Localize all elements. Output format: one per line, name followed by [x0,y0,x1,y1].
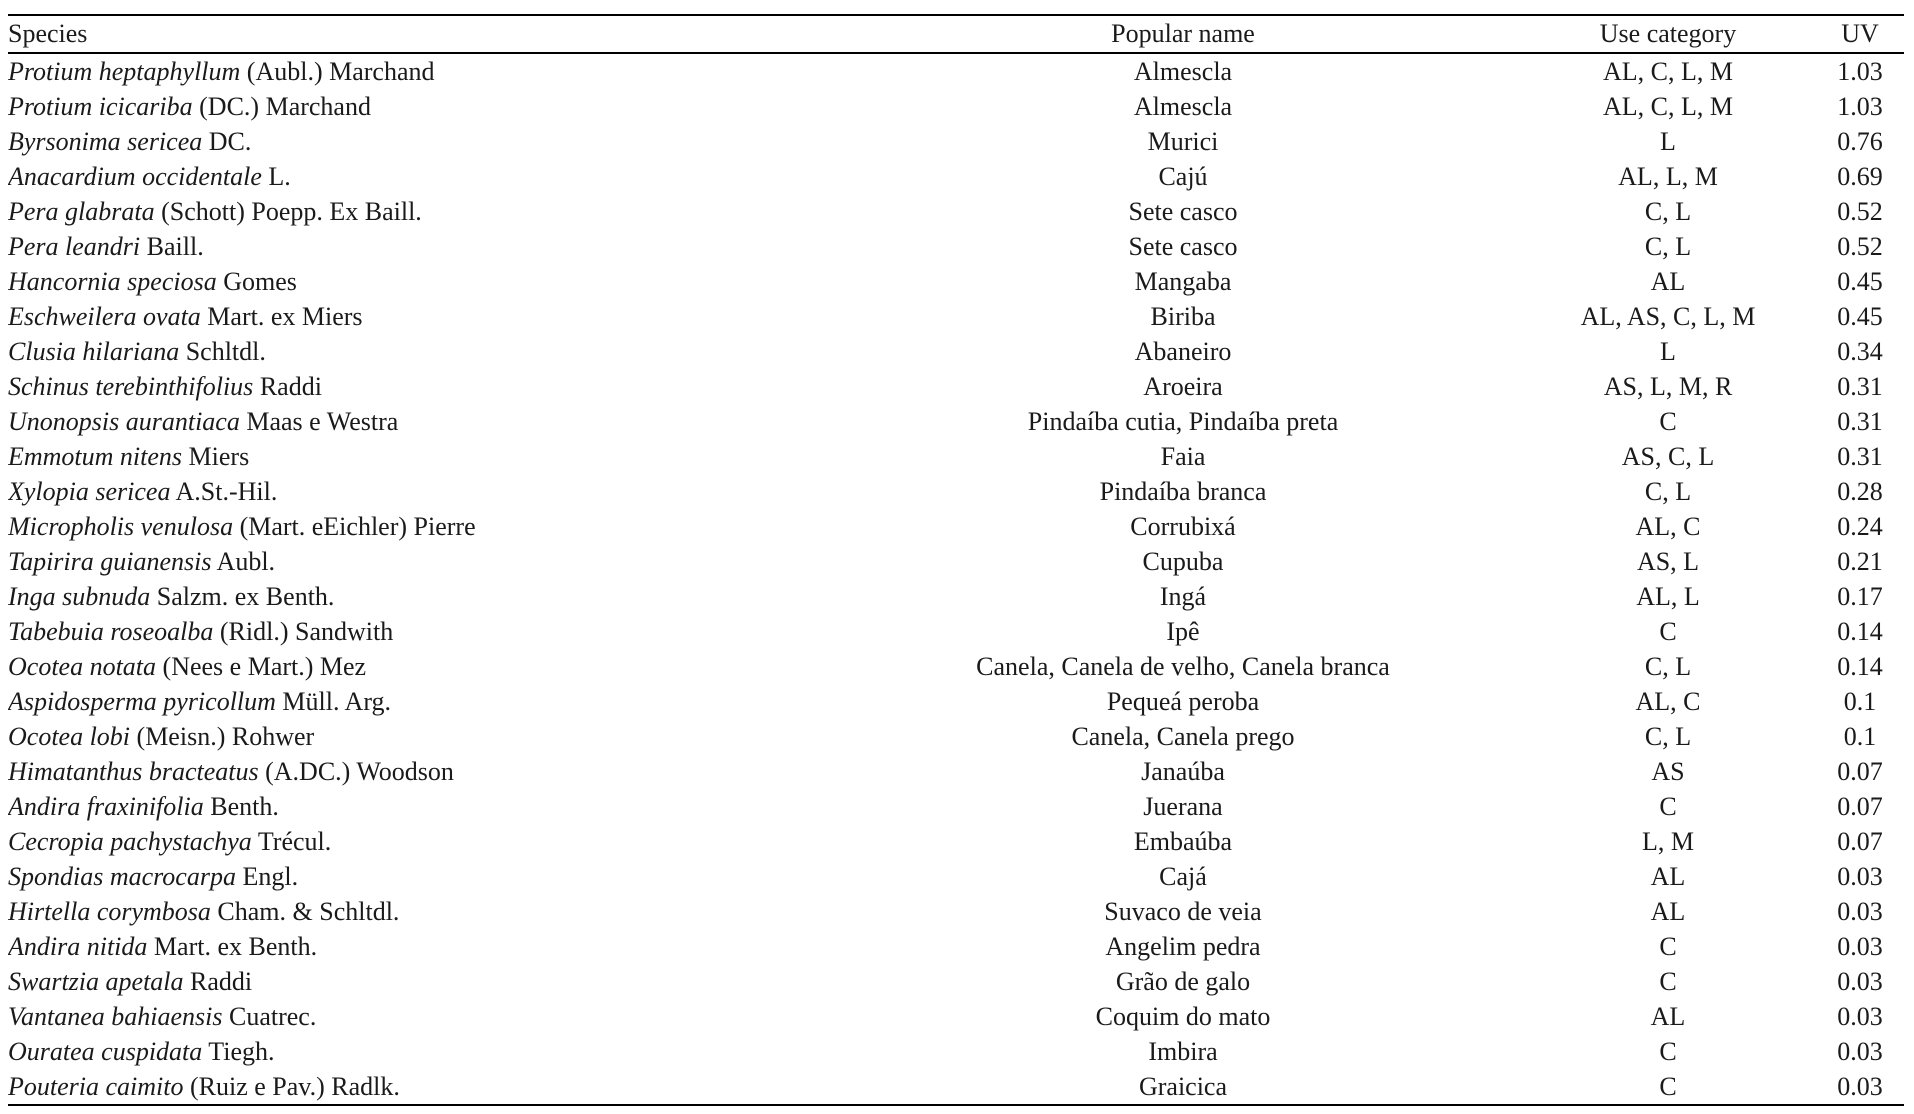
uv-cell: 0.31 [1837,372,1883,401]
species-scientific-name: Vantanea bahiaensis [8,1002,223,1031]
species-author: (Aubl.) Marchand [240,57,435,86]
species-scientific-name: Schinus terebinthifolius [8,372,254,401]
use-category-cell: AL [1650,862,1686,891]
species-author: Cuatrec. [222,1002,317,1031]
species-author: (DC.) Marchand [192,92,371,121]
uv-cell: 0.03 [1837,897,1883,926]
species-cell [8,264,828,299]
table-row [8,894,1904,929]
popular-name-cell: Pindaíba branca [1099,477,1267,506]
species-scientific-name: Inga subnuda [8,582,151,611]
species-scientific-name: Tapirira guianensis [8,547,212,576]
table-row [8,789,1904,824]
popular-name-cell: Almescla [1133,57,1233,86]
species-table-container [8,14,1904,1106]
table-body [8,53,1904,1105]
table-row [8,859,1904,894]
use-category-cell: AS, L [1636,547,1700,576]
table-row [8,334,1904,369]
popular-name-cell: Juerana [1143,792,1223,821]
species-scientific-name: Spondias macrocarpa [8,862,236,891]
popular-name-cell: Embaúba [1133,827,1233,856]
popular-name-cell: Murici [1147,127,1219,156]
uv-cell: 0.03 [1837,1037,1883,1066]
table-row [8,509,1904,544]
table-row [8,439,1904,474]
use-category-cell: C, L [1644,232,1692,261]
use-category-cell: C, L [1644,722,1692,751]
species-cell [8,859,828,894]
species-cell [8,544,828,579]
table-row [8,159,1904,194]
use-category-cell: AL, L, M [1618,162,1718,191]
uv-cell: 0.17 [1837,582,1883,611]
species-author: (Nees e Mart.) Mez [156,652,367,681]
use-category-cell: AS, L, M, R [1603,372,1733,401]
species-author: Benth. [203,792,279,821]
header-use-category: Use category [1599,19,1737,48]
uv-cell: 0.52 [1837,197,1883,226]
species-scientific-name: Ouratea cuspidata [8,1037,203,1066]
uv-cell: 0.14 [1837,652,1883,681]
uv-cell: 0.24 [1837,512,1883,541]
header-popular-name: Popular name [1111,19,1255,48]
species-scientific-name: Swartzia apetala [8,967,184,996]
popular-name-cell: Sete casco [1128,232,1238,261]
species-scientific-name: Pera leandri [8,232,141,261]
species-author: Engl. [235,862,299,891]
use-category-cell: AL, C [1635,687,1701,716]
species-cell [8,929,828,964]
popular-name-cell: Mangaba [1134,267,1232,296]
uv-cell: 0.03 [1837,967,1883,996]
species-author: (Ruiz e Pav.) Radlk. [183,1072,400,1101]
species-author: Maas e Westra [239,407,399,436]
species-author: (Ridl.) Sandwith [213,617,394,646]
species-author: DC. [202,127,252,156]
species-author: (A.DC.) Woodson [258,757,454,786]
species-scientific-name: Xylopia sericea [8,477,171,506]
use-category-cell: AS [1651,757,1685,786]
species-cell [8,964,828,999]
species-scientific-name: Emmotum nitens [8,442,183,471]
species-cell [8,124,828,159]
table-row [8,474,1904,509]
popular-name-cell: Abaneiro [1134,337,1232,366]
species-author: Trécul. [251,827,332,856]
use-category-cell: AL, C, L, M [1603,92,1733,121]
species-author: Raddi [183,967,253,996]
popular-name-cell: Biriba [1150,302,1216,331]
use-category-cell: C [1659,407,1677,436]
table-row [8,544,1904,579]
species-scientific-name: Protium heptaphyllum [8,57,241,86]
table-row [8,964,1904,999]
species-cell [8,474,828,509]
species-cell [8,824,828,859]
species-scientific-name: Cecropia pachystachya [8,827,252,856]
species-scientific-name: Himatanthus bracteatus [8,757,259,786]
species-author: Gomes [216,267,297,296]
table-row [8,579,1904,614]
species-author: Cham. & Schltdl. [210,897,400,926]
uv-cell: 0.76 [1837,127,1883,156]
popular-name-cell: Cajá [1159,862,1207,891]
species-scientific-name: Tabebuia roseoalba [8,617,214,646]
popular-name-cell: Almescla [1133,92,1233,121]
use-category-cell: AL [1650,267,1686,296]
popular-name-cell: Aroeira [1143,372,1223,401]
table-row [8,999,1904,1034]
species-scientific-name: Eschweilera ovata [8,302,201,331]
uv-cell: 0.31 [1837,407,1883,436]
species-cell [8,1069,828,1105]
species-use-value-table [8,14,1904,1106]
uv-cell: 0.52 [1837,232,1883,261]
species-author: Baill. [140,232,204,261]
uv-cell: 0.28 [1837,477,1883,506]
use-category-cell: AL [1650,1002,1686,1031]
popular-name-cell: Imbira [1148,1037,1218,1066]
species-cell [8,439,828,474]
species-author: Mart. ex Benth. [147,932,318,961]
table-row [8,369,1904,404]
species-cell [8,89,828,124]
popular-name-cell: Pequeá peroba [1106,687,1260,716]
species-author: Raddi [253,372,322,401]
species-scientific-name: Pera glabrata [8,197,155,226]
species-cell [8,649,828,684]
species-author: L. [261,162,291,191]
use-category-cell: AL [1650,897,1686,926]
use-category-cell: C [1659,617,1677,646]
uv-cell: 0.03 [1837,932,1883,961]
use-category-cell: AL, C [1635,512,1701,541]
species-author: Mart. ex Miers [200,302,363,331]
species-scientific-name: Ocotea notata [8,652,157,681]
use-category-cell: AL, C, L, M [1603,57,1733,86]
species-scientific-name: Protium icicariba [8,92,193,121]
uv-cell: 0.69 [1837,162,1883,191]
popular-name-cell: Faia [1160,442,1206,471]
table-row [8,299,1904,334]
species-cell [8,53,828,89]
table-row [8,194,1904,229]
species-cell [8,1034,828,1069]
species-cell [8,789,828,824]
species-scientific-name: Unonopsis aurantiaca [8,407,240,436]
species-cell [8,614,828,649]
uv-cell: 0.45 [1837,267,1883,296]
uv-cell: 0.07 [1837,757,1883,786]
species-author: (Meisn.) Rohwer [130,722,315,751]
species-cell [8,579,828,614]
species-scientific-name: Clusia hilariana [8,337,180,366]
use-category-cell: L [1660,127,1676,156]
popular-name-cell: Coquim do mato [1095,1002,1271,1031]
species-cell [8,369,828,404]
species-cell [8,509,828,544]
species-scientific-name: Micropholis venulosa [8,512,234,541]
species-author: Salzm. ex Benth. [150,582,335,611]
species-scientific-name: Byrsonima sericea [8,127,203,156]
table-row [8,404,1904,439]
use-category-cell: C [1659,967,1677,996]
popular-name-cell: Canela, Canela de velho, Canela branca [976,652,1390,681]
popular-name-cell: Canela, Canela prego [1071,722,1295,751]
species-scientific-name: Anacardium occidentale [8,162,262,191]
table-row [8,824,1904,859]
table-row [8,53,1904,89]
uv-cell: 0.45 [1837,302,1883,331]
species-scientific-name: Andira nitida [8,932,148,961]
species-cell [8,334,828,369]
species-author: Schltdl. [179,337,266,366]
use-category-cell: C [1659,1072,1677,1101]
popular-name-cell: Janaúba [1141,757,1225,786]
species-author: Miers [182,442,250,471]
table-row [8,229,1904,264]
popular-name-cell: Cupuba [1142,547,1224,576]
header-uv: UV [1841,19,1879,48]
popular-name-cell: Angelim pedra [1105,932,1261,961]
use-category-cell: C, L [1644,477,1692,506]
species-scientific-name: Pouteria caimito [8,1072,184,1101]
uv-cell: 1.03 [1837,92,1883,121]
table-row [8,89,1904,124]
species-scientific-name: Andira fraxinifolia [8,792,204,821]
table-row [8,264,1904,299]
use-category-cell: AS, C, L [1621,442,1715,471]
species-cell [8,404,828,439]
use-category-cell: AL, L [1636,582,1700,611]
use-category-cell: C, L [1644,652,1692,681]
use-category-cell: L, M [1642,827,1694,856]
species-author: Tiegh. [202,1037,275,1066]
species-cell [8,194,828,229]
species-author: (Schott) Poepp. Ex Baill. [154,197,422,226]
species-cell [8,754,828,789]
use-category-cell: C, L [1644,197,1692,226]
uv-cell: 0.14 [1837,617,1883,646]
uv-cell: 0.1 [1843,722,1877,751]
species-cell [8,684,828,719]
species-author: A.St.-Hil. [170,477,278,506]
use-category-cell: C [1659,932,1677,961]
uv-cell: 0.07 [1837,827,1883,856]
species-cell [8,999,828,1034]
species-author: Aubl. [211,547,276,576]
table-row [8,754,1904,789]
header-row [8,15,1904,53]
uv-cell: 0.03 [1837,1002,1883,1031]
species-cell [8,229,828,264]
species-cell [8,894,828,929]
uv-cell: 0.03 [1837,1072,1883,1101]
use-category-cell: AL, AS, C, L, M [1580,302,1756,331]
popular-name-cell: Ipê [1166,617,1200,646]
table-row [8,1034,1904,1069]
uv-cell: 0.07 [1837,792,1883,821]
table-row [8,649,1904,684]
uv-cell: 0.03 [1837,862,1883,891]
popular-name-cell: Sete casco [1128,197,1238,226]
uv-cell: 0.1 [1843,687,1877,716]
use-category-cell: C [1659,792,1677,821]
table-row [8,929,1904,964]
uv-cell: 0.21 [1837,547,1883,576]
uv-cell: 0.31 [1837,442,1883,471]
species-cell [8,299,828,334]
species-scientific-name: Ocotea lobi [8,722,131,751]
table-row [8,614,1904,649]
table-row [8,719,1904,754]
species-cell [8,159,828,194]
header-species: Species [8,19,88,48]
table-row [8,124,1904,159]
species-author: Müll. Arg. [275,687,392,716]
species-author: (Mart. eEichler) Pierre [233,512,476,541]
species-cell [8,719,828,754]
popular-name-cell: Graicica [1138,1072,1228,1101]
popular-name-cell: Ingá [1159,582,1207,611]
table-header [8,15,1904,53]
species-scientific-name: Hirtella corymbosa [8,897,211,926]
species-scientific-name: Hancornia speciosa [8,267,217,296]
table-row [8,1069,1904,1105]
popular-name-cell: Grão de galo [1115,967,1251,996]
use-category-cell: C [1659,1037,1677,1066]
species-scientific-name: Aspidosperma pyricollum [8,687,276,716]
use-category-cell: L [1660,337,1676,366]
uv-cell: 1.03 [1837,57,1883,86]
popular-name-cell: Pindaíba cutia, Pindaíba preta [1027,407,1339,436]
table-row [8,684,1904,719]
popular-name-cell: Corrubixá [1130,512,1236,541]
popular-name-cell: Cajú [1158,162,1208,191]
uv-cell: 0.34 [1837,337,1883,366]
popular-name-cell: Suvaco de veia [1104,897,1262,926]
